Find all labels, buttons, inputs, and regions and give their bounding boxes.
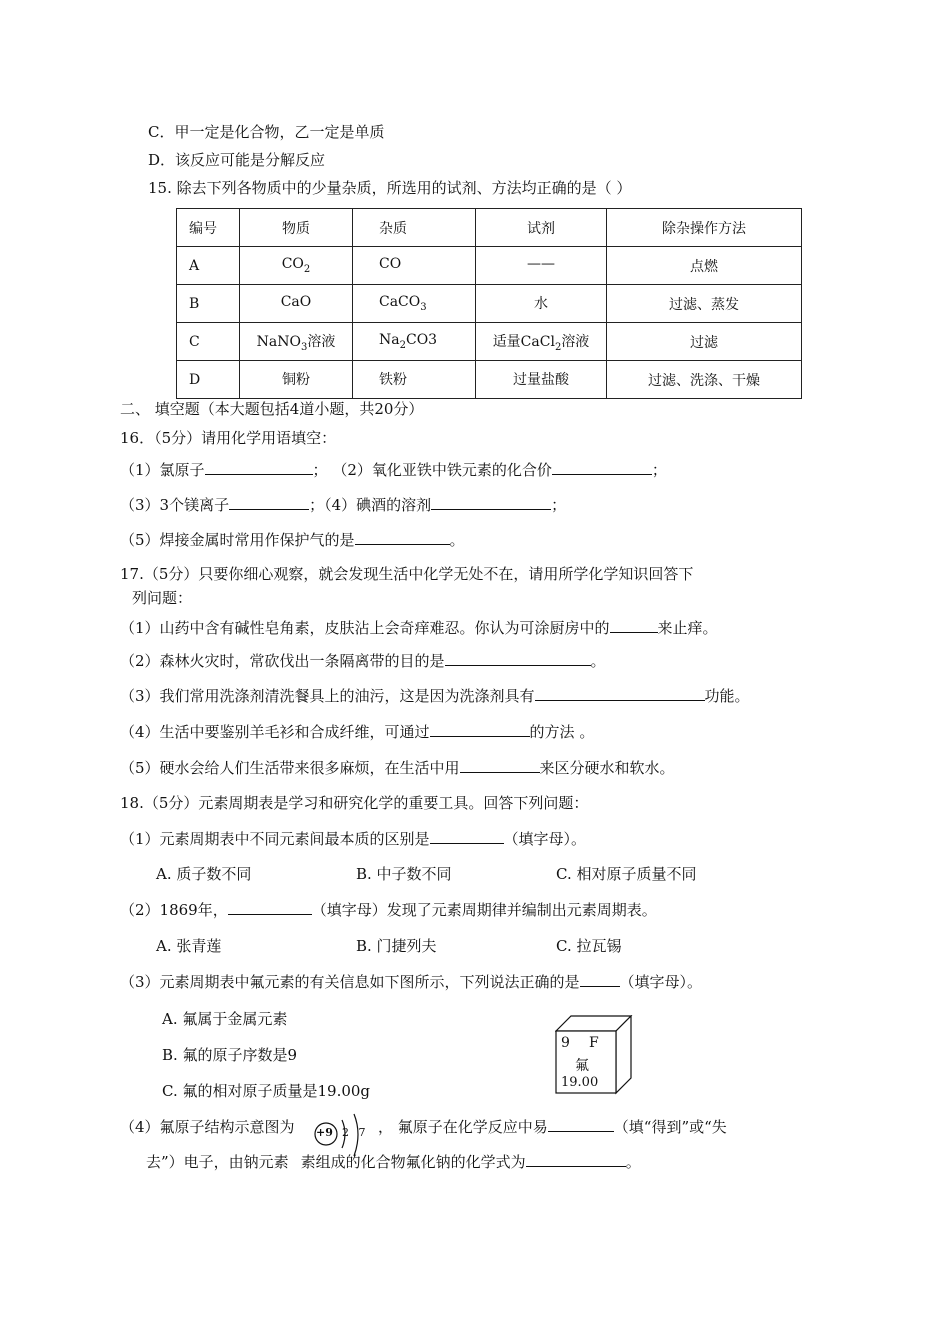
q18-line4: （4）氟原子结构示意图为 [120,1118,295,1136]
answer-blank[interactable] [229,495,309,510]
q17-line1: （1）山药中含有碱性皂角素，皮肤沾上会奇痒难忍。你认为可涂厨房中的 来止痒。 [120,619,718,637]
impurity-table [176,208,802,399]
q17-stem-cont: 列问题： [132,589,193,607]
header-substance: 物质 [240,209,353,247]
table-row [177,285,802,323]
section-heading: 二、 填空题（本大题包括4道小题，共20分） [120,400,424,418]
row-method: 点燃 [607,247,802,285]
option-c: C．甲一定是化合物，乙一定是单质 [148,123,385,141]
q18-line4-cont: ， 氟原子在化学反应中易 （填“得到”或“失 [378,1118,727,1136]
q18-line1: （1）元素周期表中不同元素间最本质的区别是 （填字母）。 [120,830,587,848]
element-name: 氟 [575,1058,589,1074]
row-substance: 铜粉 [240,361,353,399]
answer-blank[interactable] [445,651,591,666]
row-substance: NaNO$_3$溶液 [240,323,353,361]
row-impurity: CaCO$_3$ [353,285,476,323]
row-impurity: 铁粉 [353,361,476,399]
answer-blank[interactable] [430,722,530,737]
row-id: D [177,361,240,399]
answer-blank[interactable] [548,1117,614,1132]
answer-blank[interactable] [431,495,551,510]
row-reagent: 适量CaCl$_2$溶液 [476,323,607,361]
element-symbol: F [589,1035,599,1051]
q18-2-option-c: C. 拉瓦锡 [556,937,622,955]
q18-line3: （3）元素周期表中氟元素的有关信息如下图所示，下列说法正确的是 （填字母）。 [120,973,703,991]
header-method: 除杂操作方法 [607,209,802,247]
q18-1-option-a: A. 质子数不同 [156,865,252,883]
q18-1-option-b: B. 中子数不同 [356,865,452,883]
row-id: C [177,323,240,361]
answer-blank[interactable] [526,1152,626,1167]
q18-stem: 18.（5分）元素周期表是学习和研究化学的重要工具。回答下列问题： [120,794,589,812]
q15-stem: 15. 除去下列各物质中的少量杂质，所选用的试剂、方法均正确的是（ ） [148,179,632,197]
row-substance: $CO_2$ [240,247,353,285]
header-impurity: 杂质 [353,209,476,247]
element-tile [555,1015,635,1095]
table-row [177,323,802,361]
q16-stem: 16．（5分）请用化学用语填空： [120,429,337,447]
answer-blank[interactable] [580,972,620,987]
q18-line2: （2）1869年， （填字母）发现了元素周期律并编制出元素周期表。 [120,901,657,919]
q18-3-option-b: B. 氟的原子序数是9 [162,1046,298,1064]
q17-stem: 17.（5分）只要你细心观察，就会发现生活中化学无处不在，请用所学化学知识回答下 [120,565,694,583]
answer-blank[interactable] [610,618,658,633]
answer-blank[interactable] [552,460,652,475]
row-reagent: 过量盐酸 [476,361,607,399]
option-d: D．该反应可能是分解反应 [148,151,326,169]
row-id: B [177,285,240,323]
answer-blank[interactable] [460,758,540,773]
answer-blank[interactable] [228,900,312,915]
answer-blank[interactable] [430,829,504,844]
q17-line3: （3）我们常用洗涤剂清洗餐具上的油污，这是因为洗涤剂具有 功能。 [120,687,750,705]
q18-line5: 去”）电子，由钠元素 素组成的化合物氟化钠的化学式为 。 [146,1153,641,1171]
row-method: 过滤、蒸发 [607,285,802,323]
q18-1-option-c: C. 相对原子质量不同 [556,865,697,883]
row-substance: CaO [240,285,353,323]
q18-3-option-c: C. 氟的相对原子质量是19.00g [162,1082,371,1100]
q18-3-option-a: A. 氟属于金属元素 [162,1010,288,1028]
element-mass: 19.00 [561,1075,599,1090]
row-impurity: CO [353,247,476,285]
answer-blank[interactable] [535,686,705,701]
row-method: 过滤 [607,323,802,361]
row-method: 过滤、洗涤、干燥 [607,361,802,399]
element-number: 9 [561,1035,570,1051]
row-id: A [177,247,240,285]
answer-blank[interactable] [205,460,313,475]
q18-2-option-b: B. 门捷列夫 [356,937,437,955]
row-reagent: —— [476,247,607,285]
table-row [177,361,802,399]
q16-line2: （3）3个镁离子 ；（4）碘酒的溶剂 ； [120,496,567,514]
atom-nucleus: +9 [316,1126,333,1139]
table-header-row [177,209,802,247]
q17-line2: （2）森林火灾时，常砍伐出一条隔离带的目的是 。 [120,652,606,670]
answer-blank[interactable] [355,530,450,545]
q17-line4: （4）生活中要鉴别羊毛衫和合成纤维，可通过 的方法 。 [120,723,595,741]
q16-line1: （1）氯原子 ； （2）氧化亚铁中铁元素的化合价 ； [120,461,667,479]
q17-line5: （5）硬水会给人们生活带来很多麻烦，在生活中用 来区分硬水和软水。 [120,759,675,777]
header-id: 编号 [177,209,240,247]
row-reagent: 水 [476,285,607,323]
q16-line3: （5）焊接金属时常用作保护气的是 。 [120,531,465,549]
table-row [177,247,802,285]
q18-2-option-a: A. 张青莲 [156,937,222,955]
header-reagent: 试剂 [476,209,607,247]
row-impurity: $Na_2CO3$ [353,323,476,361]
atom-shells: 2 7 [342,1126,369,1139]
